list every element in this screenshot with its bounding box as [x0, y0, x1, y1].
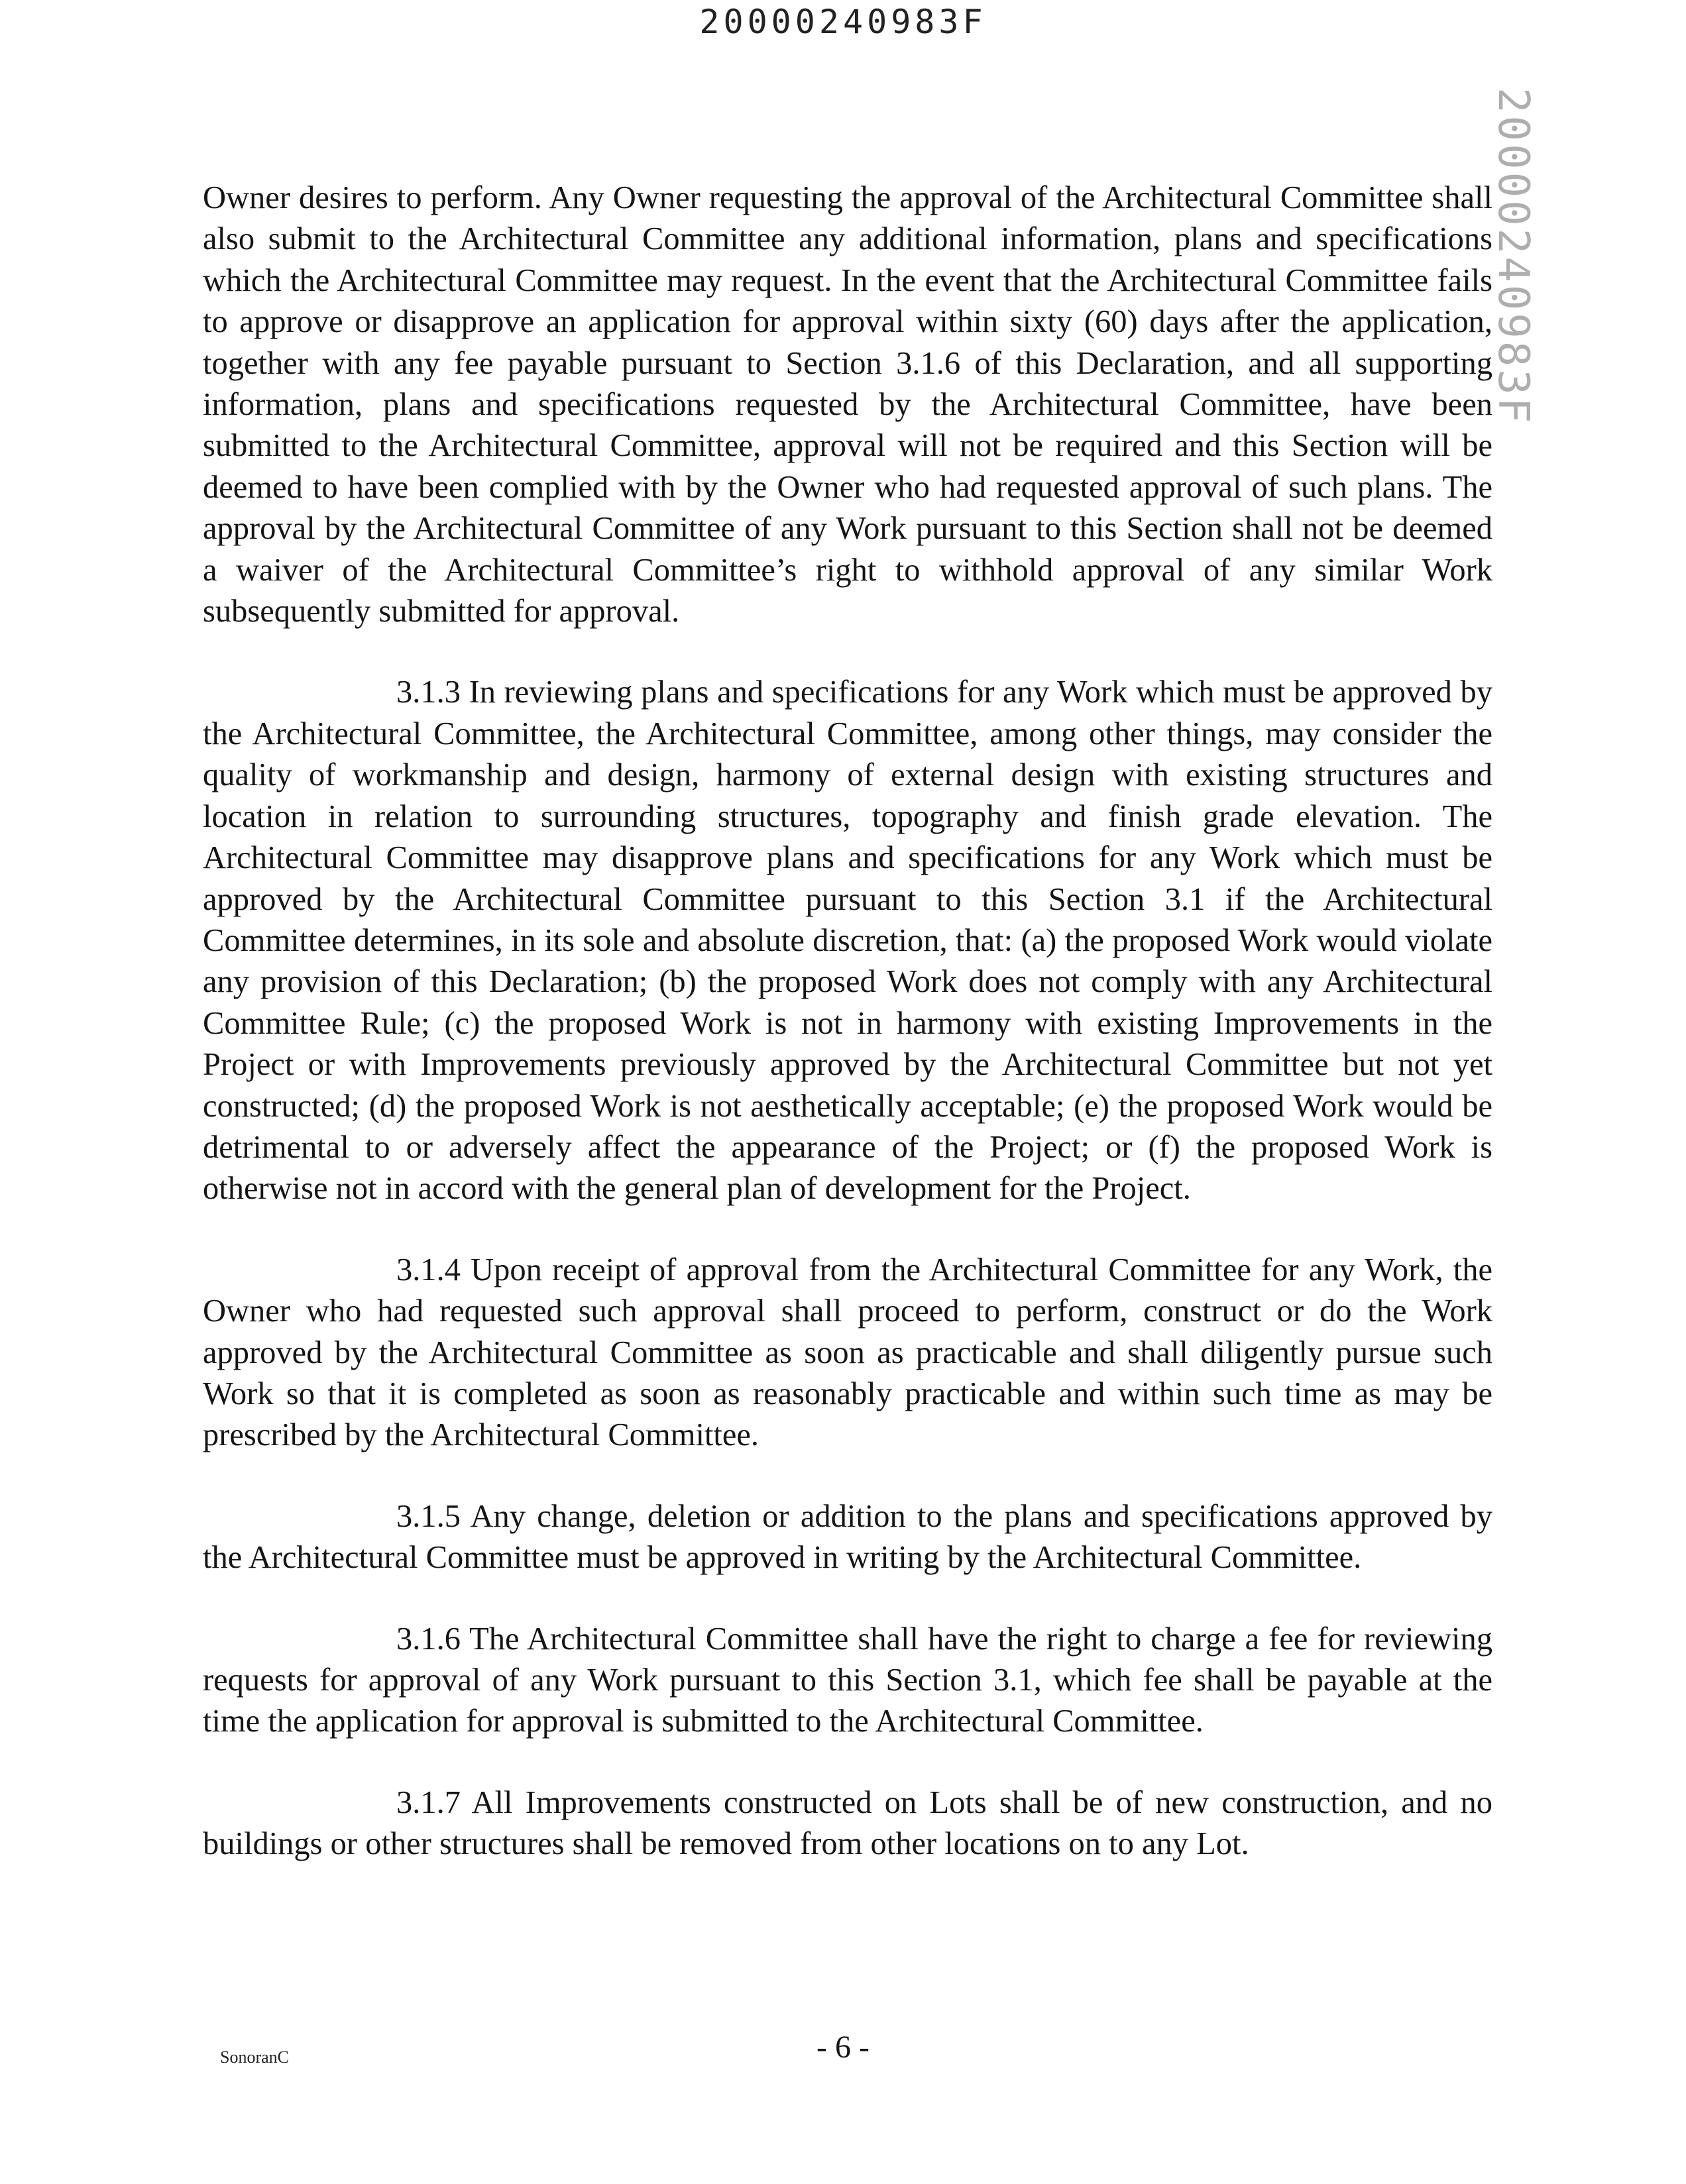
paragraph-3-1-6: 3.1.6 The Architectural Committee shall have the right to charge a fee for reviewing requests for approval of any Work pursuant to this Section 3.1, which fee shall be payable at the time the application for approval is submitted to the Architectural Committee. — [203, 1621, 1492, 1739]
paragraph-3-1-3: 3.1.3 In reviewing plans and specifications for any Work which must be approved by the Architectural Committee, the Architectural Committee, among other things, may consider the quality of workmanship and design, harmony of external design with existing structures and location in relation to surrounding structures, topography and finish grade elevation. The Architectural Committee may disapprove plans and specifications for any Work which must be approved by the Architectural Committee pursuant to this Section 3.1 if the Architectural Committee determines, in its sole and absolute discretion, that: (a) the proposed Work would violate any provision of this Declaration; (b) the proposed Work does not comply with any Architectural Committee Rule; (c) the proposed Work is not in harmony with existing Improvements in the Project or with Improvements previously approved by the Architectural Committee but not yet constructed; (d) the proposed Work is not aesthetically acceptable; (e) the proposed Work would be detrimental to or adversely affect the appearance of the Project; or (f) the proposed Work is otherwise not in accord with the general plan of development for the Project. — [203, 675, 1492, 1207]
document-number-header: 20000240983F — [699, 3, 987, 41]
paragraph-continuation: Owner desires to perform. Any Owner requesting the approval of the Architectural Committee shall also submit to the Architectural Committee any additional information, plans and specifications which the Architectural Committee may request. In the event that the Architectural Committee fails to approve or disapprove an application for approval within sixty (60) days after the application, together with any fee payable pursuant to Section 3.1.6 of this Declaration, and all supporting information, plans and specifications requested by the Architectural Committee, have been submitted to the Architectural Committee, approval will not be required and this Section will be deemed to have been complied with by the Owner who had requested approval of such plans. The approval by the Architectural Committee of any Work pursuant to this Section shall not be deemed a waiver of the Architectural Committee’s right to withhold approval of any similar Work subsequently submitted for approval. — [203, 180, 1492, 629]
document-body — [203, 178, 1492, 1905]
footer-label: SonoranC — [220, 2048, 289, 2067]
paragraph-3-1-7: 3.1.7 All Improvements constructed on Lots shall be of new construction, and no buildings or other structures shall be removed from other locations on to any Lot. — [203, 1784, 1492, 1862]
paragraph-3-1-4: 3.1.4 Upon receipt of approval from the Architectural Committee for any Work, the Owner who had requested such approval shall proceed to perform, construct or do the Work approved by the Architectural Committee as soon as practicable and shall diligently pursue such Work so that it is completed as soon as reasonably practicable and within such time as may be prescribed by the Architectural Committee. — [203, 1252, 1492, 1453]
page-number: - 6 - — [816, 2030, 870, 2065]
paragraph-3-1-5: 3.1.5 Any change, deletion or addition to the plans and specifications approved by the Architectural Committee must be approved in writing by the Architectural Committee. — [203, 1498, 1492, 1576]
document-number-side-stamp: 20000240983F — [1489, 87, 1538, 426]
